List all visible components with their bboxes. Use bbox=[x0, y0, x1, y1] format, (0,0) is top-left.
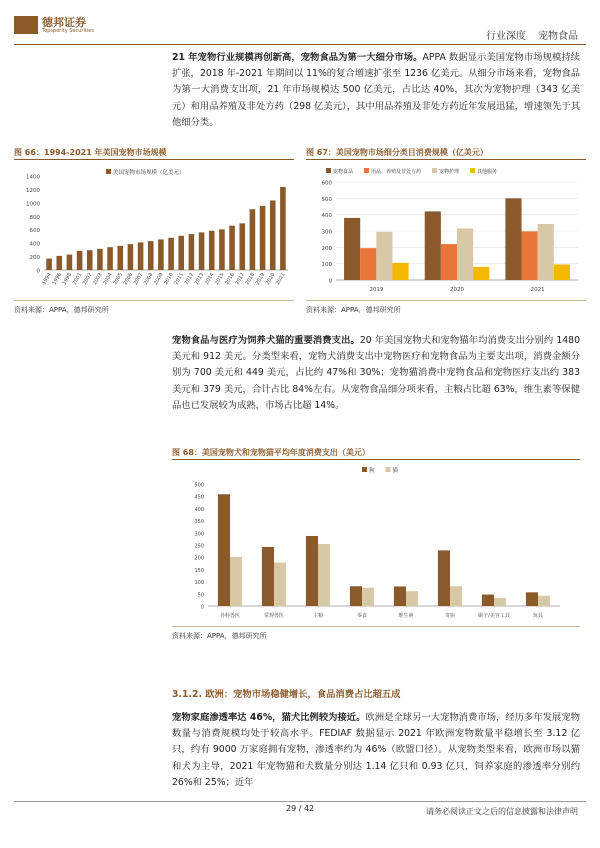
legend-label: 宠物护理 bbox=[439, 169, 460, 175]
y-tick-label: 50 bbox=[197, 592, 204, 599]
x-tick-label: 2004 bbox=[102, 272, 114, 287]
legend-label: 美国宠物市场规模（亿美元） bbox=[113, 170, 185, 176]
bar-猫 bbox=[230, 557, 242, 606]
x-tick-label: 2001 bbox=[71, 272, 84, 287]
bar-宠物护理 bbox=[457, 229, 473, 280]
bar-其他服务 bbox=[554, 264, 570, 280]
bar-其他服务 bbox=[392, 263, 408, 280]
legend-label: 用品、养殖及非处方药 bbox=[371, 169, 422, 175]
x-tick-label: 2002 bbox=[81, 272, 94, 287]
bar-美国宠物市场规模（亿美元） bbox=[77, 251, 83, 270]
paragraph-dog-cat-spending bbox=[172, 333, 580, 414]
figure-source: 资料来源：APPA，德邦研究所 bbox=[306, 306, 401, 314]
y-tick-label: 200 bbox=[29, 255, 40, 262]
bar-美国宠物市场规模（亿美元） bbox=[189, 234, 195, 270]
bar-宠物护理 bbox=[538, 224, 554, 280]
bar-猫 bbox=[362, 588, 374, 606]
y-tick-label: 400 bbox=[321, 213, 332, 220]
y-tick-label: 100 bbox=[321, 262, 332, 269]
x-tick-label: 1996 bbox=[51, 272, 63, 287]
x-tick-label: 维生素 bbox=[398, 613, 414, 619]
x-tick-label: 2017 bbox=[234, 272, 246, 287]
y-tick-label: 100 bbox=[194, 580, 204, 587]
y-tick-label: 350 bbox=[194, 519, 204, 526]
figure-title: 图 68：美国宠物犬和宠物猫平均年度消费支出（美元） bbox=[172, 448, 370, 457]
x-tick-label: 常规兽医 bbox=[263, 613, 285, 619]
y-tick-label: 0 bbox=[200, 604, 204, 611]
x-tick-label: 2012 bbox=[183, 272, 196, 287]
bar-美国宠物市场规模（亿美元） bbox=[87, 250, 93, 270]
logo-icon bbox=[14, 16, 38, 34]
legend-swatch bbox=[386, 467, 391, 472]
bar-美国宠物市场规模（亿美元） bbox=[260, 206, 266, 270]
y-tick-label: 400 bbox=[29, 241, 40, 248]
bar-猫 bbox=[538, 596, 550, 606]
x-tick-label: 2010 bbox=[163, 272, 175, 287]
x-tick-label: 零食 bbox=[356, 613, 368, 619]
bar-美国宠物市场规模（亿美元） bbox=[280, 187, 286, 270]
y-tick-label: 800 bbox=[29, 214, 40, 221]
figure-title: 图 66：1994-2021 年美国宠物市场规模 bbox=[14, 148, 167, 157]
chart-dog-cat-annual-spend bbox=[172, 462, 580, 622]
bar-狗 bbox=[350, 586, 362, 606]
x-tick-label: 1998 bbox=[61, 272, 74, 287]
bar-宠物食品 bbox=[425, 211, 441, 280]
bar-美国宠物市场规模（亿美元） bbox=[67, 255, 73, 270]
x-tick-label: 2019 bbox=[254, 272, 267, 287]
y-tick-label: 1000 bbox=[26, 201, 40, 208]
figure-source: 资料来源：APPA，德邦研究所 bbox=[14, 306, 109, 314]
page-number: 29 / 42 bbox=[286, 804, 315, 813]
header-tag-category: 行业深度 bbox=[486, 31, 526, 42]
y-tick-label: 500 bbox=[321, 196, 332, 203]
bar-美国宠物市场规模（亿美元） bbox=[250, 209, 256, 270]
bar-美国宠物市场规模（亿美元） bbox=[158, 239, 164, 270]
paragraph-body: 20 年美国宠物犬和宠物猫年均消费支出分别约 1480 美元和 912 美元。分类型来看，宠物犬消费支出中宠物医疗和宠物食品为主要支出项，消费金额分别为 700 美元和 449 美元，占比约 47%和 30%；宠物猫消费中宠物食品和宠物医疗支出约 383 美元和 379 美元，合计占比 84%左右。从宠物食品细分项来看，主粮占比超 63%，维生素等保健品也已发展较为成熟，市场占比超 14%。 bbox=[172, 335, 580, 411]
figure-rule-bottom bbox=[172, 626, 580, 627]
y-tick-label: 400 bbox=[194, 506, 204, 513]
section-heading: 3.1.2. 欧洲：宠物市场稳健增长，食品消费占比超五成 bbox=[172, 689, 401, 700]
y-tick-label: 200 bbox=[321, 245, 332, 252]
x-tick-label: 2019 bbox=[369, 287, 384, 293]
bar-狗 bbox=[306, 536, 318, 606]
bar-美国宠物市场规模（亿美元） bbox=[107, 247, 113, 270]
bar-用品、养殖及非处方药 bbox=[522, 231, 538, 280]
y-tick-label: 300 bbox=[194, 531, 204, 538]
paragraph-body: 欧洲是全球另一大宠物消费市场，经历多年发展宠物数量与消费规模均处于较高水平。FEDIAF 数据显示 2021 年欧洲宠物数量平稳增长至 3.12 亿只，约有 9000 万家庭拥有宠物，渗透率约为 46%（欧盟口径）。从宠物类型来看，欧洲市场以猫和犬为主导，2021 年宠物猫和犬数量分别达 1.14 亿只和 0.93 亿只，饲养家庭的渗透率分别约 26%和 25%；近年 bbox=[172, 712, 580, 788]
bar-美国宠物市场规模（亿美元） bbox=[239, 223, 245, 270]
logo-name: 德邦证券 bbox=[42, 16, 86, 29]
x-tick-label: 2007 bbox=[132, 272, 145, 287]
legend-swatch bbox=[364, 168, 369, 173]
bar-猫 bbox=[406, 591, 418, 606]
x-tick-label: 2020 bbox=[450, 287, 464, 293]
bar-美国宠物市场规模（亿美元） bbox=[168, 238, 174, 270]
y-tick-label: 1200 bbox=[26, 187, 40, 194]
x-tick-label: 主粮 bbox=[312, 613, 324, 619]
bar-其他服务 bbox=[473, 267, 489, 280]
y-tick-label: 0 bbox=[36, 268, 40, 275]
figure-rule-bottom bbox=[306, 300, 586, 301]
paragraph-lead: 宠物食品与医疗为饲养犬猫的重要消费支出。 bbox=[172, 335, 360, 346]
bar-狗 bbox=[394, 586, 406, 606]
bar-用品、养殖及非处方药 bbox=[360, 248, 376, 280]
legend-swatch bbox=[106, 169, 111, 174]
y-tick-label: 500 bbox=[194, 482, 204, 489]
x-tick-label: 2006 bbox=[122, 272, 135, 287]
bar-美国宠物市场规模（亿美元） bbox=[56, 256, 62, 270]
bar-狗 bbox=[262, 547, 274, 606]
bar-猫 bbox=[450, 586, 462, 606]
bar-美国宠物市场规模（亿美元） bbox=[46, 259, 52, 270]
bar-美国宠物市场规模（亿美元） bbox=[117, 246, 123, 270]
y-tick-label: 450 bbox=[194, 494, 204, 501]
paragraph-europe bbox=[172, 710, 580, 791]
paragraph-lead: 21 年宠物行业规模再创新高，宠物食品为第一大细分市场。 bbox=[172, 52, 423, 63]
y-tick-label: 600 bbox=[321, 180, 332, 187]
bar-猫 bbox=[494, 598, 506, 606]
figure-rule bbox=[172, 459, 580, 460]
bar-狗 bbox=[438, 550, 450, 606]
y-tick-label: 150 bbox=[194, 567, 204, 574]
x-tick-label: 2011 bbox=[173, 272, 185, 287]
x-tick-label: 2020 bbox=[264, 272, 277, 287]
footer-disclaimer: 请务必阅读正文之后的信息披露和法律声明 bbox=[426, 807, 578, 816]
legend-label: 猫 bbox=[392, 468, 399, 474]
x-tick-label: 外科兽医 bbox=[219, 613, 241, 619]
legend-swatch bbox=[470, 168, 475, 173]
legend-label: 宠物食品 bbox=[333, 169, 354, 175]
bar-宠物护理 bbox=[376, 232, 392, 280]
bar-宠物食品 bbox=[344, 218, 360, 280]
x-tick-label: 2005 bbox=[112, 272, 124, 287]
figure-title: 图 67：美国宠物市场细分类目消费规模（亿美元） bbox=[306, 148, 488, 157]
logo-english: Topsperity Securities bbox=[42, 28, 94, 34]
chart-us-pet-segments bbox=[306, 162, 586, 296]
bar-美国宠物市场规模（亿美元） bbox=[128, 244, 134, 270]
bar-美国宠物市场规模（亿美元） bbox=[219, 229, 225, 270]
bar-狗 bbox=[218, 494, 230, 606]
header-tags bbox=[474, 27, 578, 42]
header-tag-topic: 宠物食品 bbox=[538, 31, 578, 42]
x-tick-label: 2018 bbox=[244, 272, 257, 287]
figure-rule-bottom bbox=[14, 300, 294, 301]
figure-rule bbox=[306, 159, 586, 160]
bar-美国宠物市场规模（亿美元） bbox=[199, 232, 205, 270]
x-tick-label: 2014 bbox=[203, 272, 216, 287]
figure-source: 资料来源：APPA，德邦研究所 bbox=[172, 632, 267, 640]
legend-label: 其他服务 bbox=[477, 169, 498, 175]
legend-label: 狗 bbox=[369, 468, 375, 474]
x-tick-label: 寄宿 bbox=[444, 613, 456, 619]
bar-狗 bbox=[482, 595, 494, 606]
x-tick-label: 刷子/美容工具 bbox=[478, 613, 510, 619]
x-tick-label: 2021 bbox=[530, 287, 545, 293]
x-tick-label: 玩具 bbox=[532, 613, 544, 619]
x-tick-label: 2013 bbox=[193, 272, 206, 287]
bar-美国宠物市场规模（亿美元） bbox=[270, 200, 276, 270]
chart-us-pet-market-size bbox=[14, 162, 294, 296]
x-tick-label: 2009 bbox=[153, 272, 165, 287]
paragraph-lead: 宠物家庭渗透率达 46%，猫犬比例较为接近。 bbox=[172, 712, 366, 723]
bar-美国宠物市场规模（亿美元） bbox=[178, 236, 184, 270]
bar-猫 bbox=[318, 544, 330, 606]
figure-rule bbox=[14, 159, 294, 160]
bar-用品、养殖及非处方药 bbox=[441, 244, 457, 280]
bar-美国宠物市场规模（亿美元） bbox=[138, 242, 144, 270]
paragraph-market-size bbox=[172, 50, 580, 131]
x-tick-label: 2021 bbox=[275, 272, 287, 287]
y-tick-label: 1400 bbox=[26, 174, 40, 181]
bar-猫 bbox=[274, 563, 286, 606]
bar-美国宠物市场规模（亿美元） bbox=[229, 226, 235, 270]
footer-divider bbox=[14, 801, 586, 802]
legend-swatch bbox=[326, 168, 331, 173]
x-tick-label: 2003 bbox=[92, 272, 104, 287]
y-tick-label: 250 bbox=[194, 543, 204, 550]
y-tick-label: 600 bbox=[29, 228, 40, 235]
paragraph-body: APPA 数据显示美国宠物市场规模持续扩张，2018 年-2021 年期间以 11%的复合增速扩张至 1236 亿美元。从细分市场来看，宠物食品为第一大消费支出项，21 年市场规模达 500 亿美元，占比达 40%，其次为宠物护理（343 亿美元）和用品养殖及非处方药（298 亿美元），其中用品养殖及非处方药近年发展迅猛，增速领先于其他细分类。 bbox=[172, 52, 580, 128]
x-tick-label: 1994 bbox=[41, 272, 53, 287]
header-divider bbox=[14, 44, 586, 45]
bar-狗 bbox=[526, 592, 538, 606]
x-tick-label: 2015 bbox=[214, 272, 226, 287]
legend-swatch bbox=[432, 168, 437, 173]
x-tick-label: 2008 bbox=[142, 272, 155, 287]
x-tick-label: 2016 bbox=[224, 272, 236, 287]
legend-swatch bbox=[362, 467, 367, 472]
y-tick-label: 300 bbox=[321, 229, 332, 236]
bar-美国宠物市场规模（亿美元） bbox=[209, 231, 215, 270]
bar-美国宠物市场规模（亿美元） bbox=[97, 249, 103, 270]
bar-美国宠物市场规模（亿美元） bbox=[148, 241, 154, 270]
y-tick-label: 0 bbox=[328, 278, 332, 285]
bar-宠物食品 bbox=[505, 198, 521, 280]
y-tick-label: 200 bbox=[194, 555, 204, 562]
